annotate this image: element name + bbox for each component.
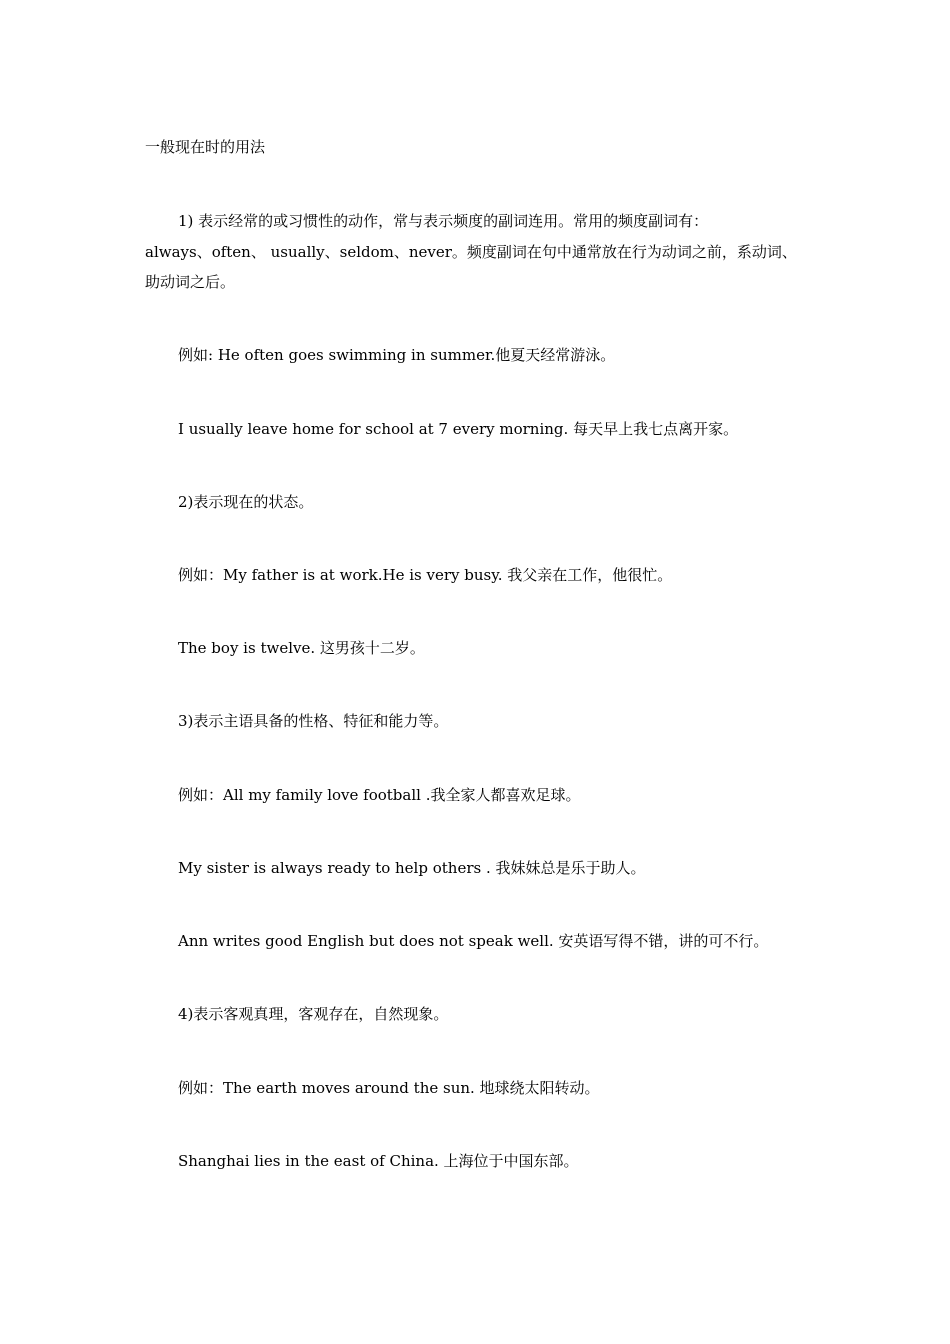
- example-line: 例如: He often goes swimming in summer.他夏天经常游泳。: [178, 346, 616, 364]
- example-line: The boy is twelve. 这男孩十二岁。: [178, 639, 425, 657]
- section-heading: 3)表示主语具备的性格、特征和能力等。: [178, 712, 449, 730]
- paragraph-1-line-2: always、often、 usually、seldom、never。频度副词在句中通常放在行为动词之前，系动词、: [145, 243, 797, 261]
- paragraph-1-line-1: 1) 表示经常的或习惯性的动作，常与表示频度的副词连用。常用的频度副词有：: [178, 212, 709, 230]
- example-line: 例如：My father is at work.He is very busy. 我父亲在工作，他很忙。: [178, 566, 673, 584]
- document-title: 一般现在时的用法: [145, 138, 266, 156]
- example-line: I usually leave home for school at 7 every morning. 每天早上我七点离开家。: [178, 420, 739, 438]
- example-line: My sister is always ready to help others . 我妹妹总是乐于助人。: [178, 859, 646, 877]
- example-line: Ann writes good English but does not speak well. 安英语写得不错，讲的可不行。: [178, 932, 769, 950]
- section-heading: 2)表示现在的状态。: [178, 493, 314, 511]
- example-line: 例如：All my family love football .我全家人都喜欢足球。: [178, 786, 581, 804]
- paragraph-1-line-3: 助动词之后。: [145, 273, 236, 291]
- section-heading: 4)表示客观真理，客观存在，自然现象。: [178, 1005, 449, 1023]
- example-line: 例如：The earth moves around the sun. 地球绕太阳转动。: [178, 1079, 600, 1097]
- example-line: Shanghai lies in the east of China. 上海位于中国东部。: [178, 1152, 579, 1170]
